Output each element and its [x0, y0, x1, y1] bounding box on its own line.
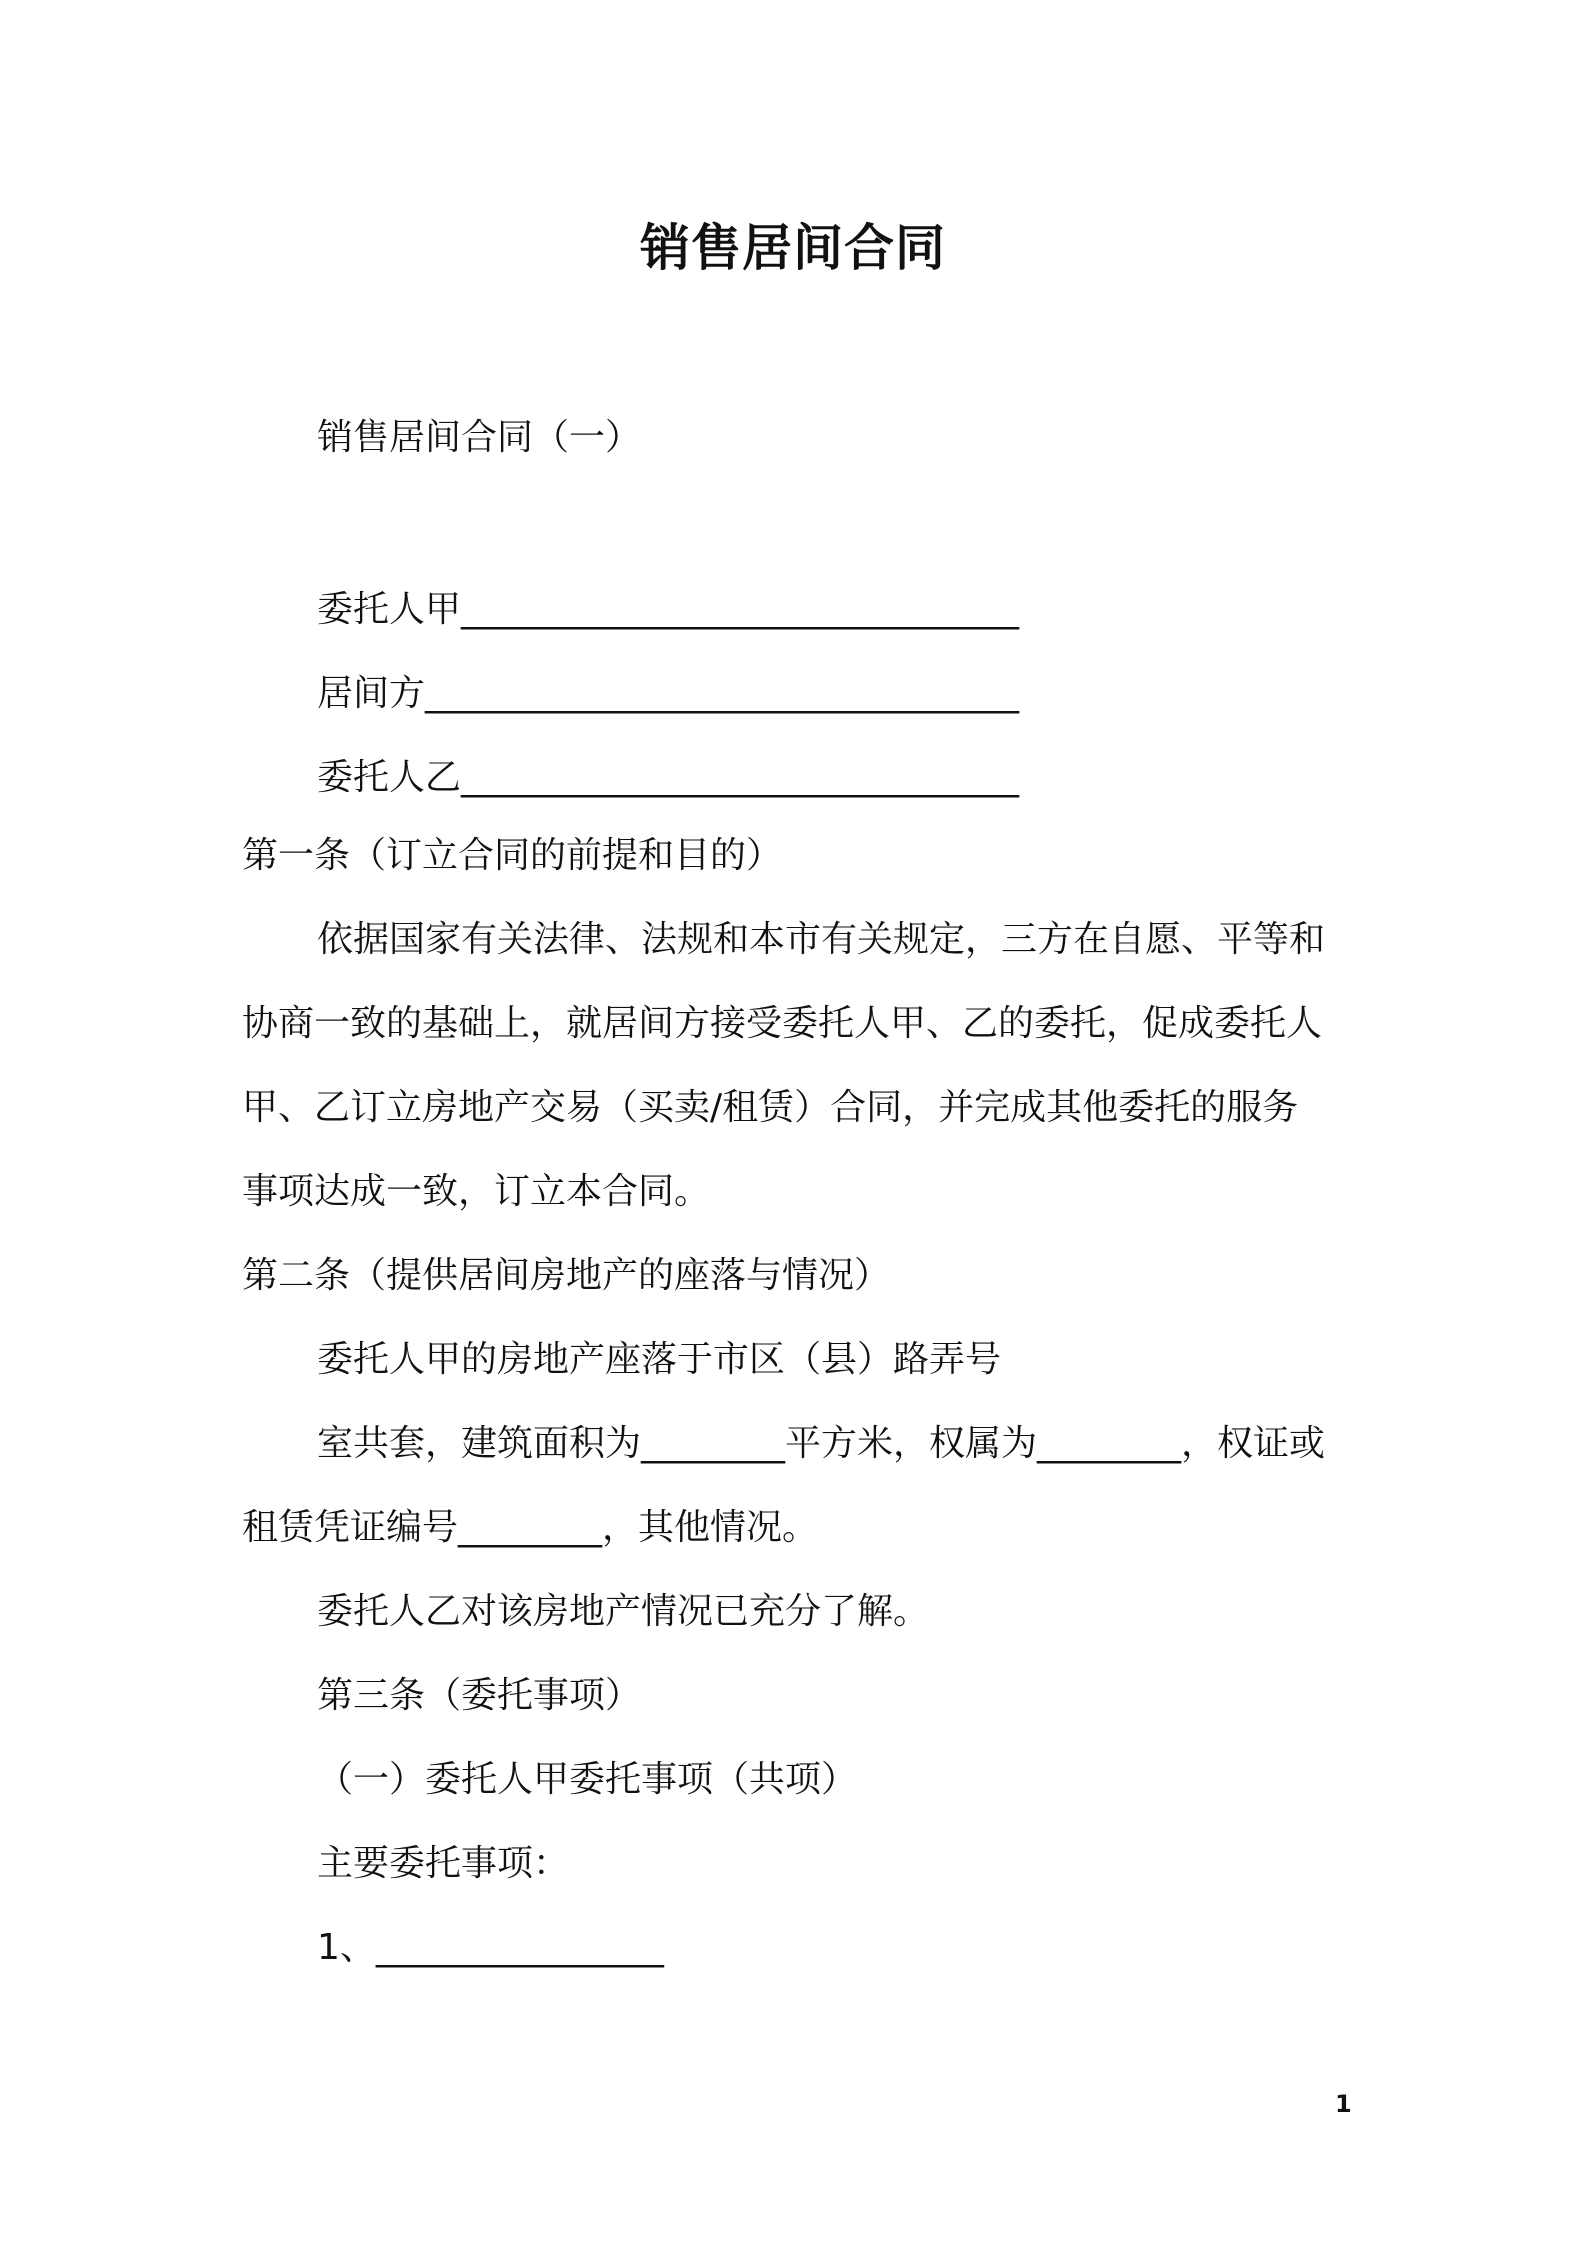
page-number: 1 [1335, 2090, 1352, 2118]
item-1-line: 1、________________ [317, 1927, 664, 1968]
party-b-line: 委托人乙_______________________________ [317, 757, 1020, 798]
article-2-heading: 第二条（提供居间房地产的座落与情况） [242, 1255, 891, 1296]
article-2-line: 委托人甲的房地产座落于市区（县）路弄号 [317, 1339, 1002, 1380]
article-2-line: 租赁凭证编号________，其他情况。 [242, 1507, 819, 1548]
article-2-line: 室共套，建筑面积为________平方米，权属为________，权证或 [317, 1423, 1326, 1464]
article-1-line: 依据国家有关法律、法规和本市有关规定，三方在自愿、平等和 [317, 919, 1326, 960]
article-3-heading: 第三条（委托事项） [317, 1675, 642, 1716]
document-title: 销售居间合同 [640, 219, 946, 277]
article-1-line: 甲、乙订立房地产交易（买卖/租赁）合同，并完成其他委托的服务 [242, 1087, 1299, 1128]
intermediary-line: 居间方_________________________________ [317, 673, 1020, 714]
article-1-line: 事项达成一致，订立本合同。 [242, 1171, 711, 1212]
article-1-line: 协商一致的基础上，就居间方接受委托人甲、乙的委托，促成委托人 [242, 1003, 1323, 1044]
main-items-label: 主要委托事项： [317, 1843, 570, 1884]
party-a-line: 委托人甲_______________________________ [317, 589, 1020, 630]
article-1-heading: 第一条（订立合同的前提和目的） [242, 835, 783, 876]
article-2-line: 委托人乙对该房地产情况已充分了解。 [317, 1591, 930, 1632]
article-3-subheading: （一）委托人甲委托事项（共项） [317, 1759, 858, 1800]
document-subtitle: 销售居间合同（一） [317, 417, 642, 458]
